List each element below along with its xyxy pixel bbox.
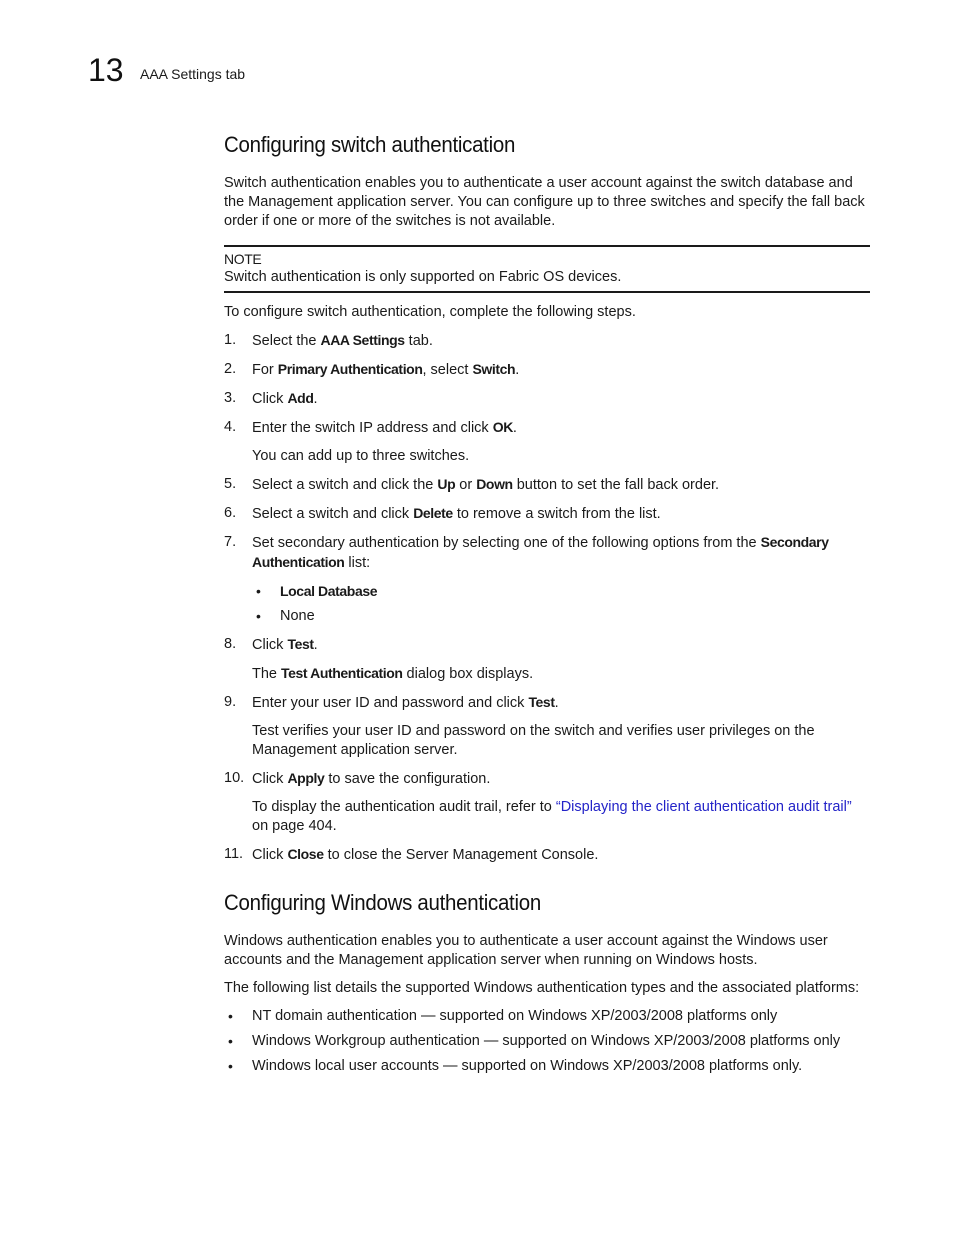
ui-term: Down: [476, 476, 513, 492]
step-text: Click Apply to save the configuration.: [252, 770, 491, 787]
step-number: 3.: [224, 390, 237, 406]
options-list: [252, 582, 870, 626]
step-number: 6.: [224, 505, 237, 521]
bullet-icon: •: [228, 1058, 233, 1074]
step-number: 4.: [224, 419, 237, 435]
list-item: • Windows local user accounts — supported on Windows XP/2003/2008 platforms only.: [228, 1058, 803, 1074]
note-label: NOTE: [224, 251, 262, 267]
step-item: [224, 845, 870, 865]
step-text: Set secondary authentication by selecting one of the following options from the Secondary Authentication list:: [252, 534, 829, 571]
step-item: [224, 504, 870, 524]
page-content: [224, 130, 870, 1076]
note-text: Switch authentication is only supported on Fabric OS devices.: [224, 269, 622, 285]
step-item: [224, 635, 870, 684]
step-item: [224, 475, 870, 495]
ui-term: OK: [492, 419, 513, 435]
step-text: Click Test.: [252, 636, 318, 653]
step-number: 5.: [224, 476, 237, 492]
step-text: Click Add.: [252, 390, 318, 407]
paragraph-windows-intro: Windows authentication enables you to authenticate a user account against the Windows user accounts and the Management application server when running on Windows hosts.: [224, 933, 828, 968]
paragraph-windows-lead: The following list details the supported Windows authentication types and the associated platforms:: [224, 980, 860, 996]
ui-term: Close: [287, 846, 324, 862]
step-subtext: To display the authentication audit trail, refer to “Displaying the client authentication audit trail” on page 404.: [252, 799, 852, 834]
step-number: 1.: [224, 332, 237, 348]
step-text: Enter your user ID and password and click Test.: [252, 694, 559, 711]
paragraph-steps-lead: To configure switch authentication, complete the following steps.: [224, 304, 636, 320]
list-item: • Windows Workgroup authentication — supported on Windows XP/2003/2008 platforms only: [228, 1033, 841, 1049]
step-number: 11.: [224, 846, 244, 862]
note-box: [224, 245, 870, 293]
section-heading-switch-auth: Configuring switch authentication: [224, 132, 516, 157]
list-item: • Local Database: [256, 583, 378, 599]
step-number: 7.: [224, 534, 237, 550]
ui-term: Add: [287, 390, 314, 406]
ui-term: Delete: [413, 505, 453, 521]
ui-term: Up: [437, 476, 456, 492]
step-item: [224, 389, 870, 409]
running-header: AAA Settings tab: [140, 66, 246, 82]
step-text: Click Close to close the Server Management Console.: [252, 846, 599, 863]
ui-term: Apply: [287, 770, 325, 786]
list-item: • NT domain authentication — supported on Windows XP/2003/2008 platforms only: [228, 1008, 778, 1024]
chapter-number: 13: [88, 52, 124, 88]
step-number: 2.: [224, 361, 237, 377]
step-subtext: You can add up to three switches.: [252, 448, 470, 464]
ui-term: AAA Settings: [320, 332, 405, 348]
step-subtext: The Test Authentication dialog box displays.: [252, 665, 534, 682]
step-item: [224, 693, 870, 760]
step-text: Select a switch and click the Up or Down button to set the fall back order.: [252, 476, 720, 493]
step-item: [224, 360, 870, 380]
step-item: [224, 769, 870, 836]
step-text: Select the AAA Settings tab.: [252, 332, 433, 349]
ui-term: Primary Authentication: [277, 361, 423, 377]
step-text: Enter the switch IP address and click OK.: [252, 419, 517, 436]
step-item: [224, 331, 870, 351]
step-number: 9.: [224, 694, 237, 710]
cross-reference-link[interactable]: “Displaying the client authentication audit trail”: [555, 799, 852, 815]
paragraph-switch-intro: Switch authentication enables you to authenticate a user account against the switch database and the Management application server. You can configure up to three switches and specify the fall back order if one or more of the switches is not available.: [224, 175, 865, 229]
bullet-icon: •: [228, 1033, 233, 1049]
step-text: Select a switch and click Delete to remove a switch from the list.: [252, 505, 661, 522]
ui-term: Secondary Authentication: [252, 534, 829, 570]
ui-term: Switch: [472, 361, 516, 377]
bullet-icon: •: [256, 583, 261, 599]
step-number: 10.: [224, 770, 245, 786]
step-item: [224, 533, 870, 626]
ui-term: Test: [287, 636, 314, 652]
steps-list: [224, 331, 870, 865]
ui-term: Test: [528, 694, 555, 710]
ui-term: Test Authentication: [281, 665, 403, 681]
bullet-icon: •: [228, 1008, 233, 1024]
section-heading-windows-auth: Configuring Windows authentication: [224, 890, 541, 915]
step-item: [224, 418, 870, 466]
bullet-icon: •: [256, 608, 261, 624]
step-text: For Primary Authentication, select Switch.: [252, 361, 520, 378]
auth-types-list: [224, 1007, 870, 1076]
step-number: 8.: [224, 636, 237, 652]
list-item: • None: [256, 608, 315, 624]
step-subtext: Test verifies your user ID and password on the switch and verifies user privileges on the Management application server.: [252, 723, 815, 758]
